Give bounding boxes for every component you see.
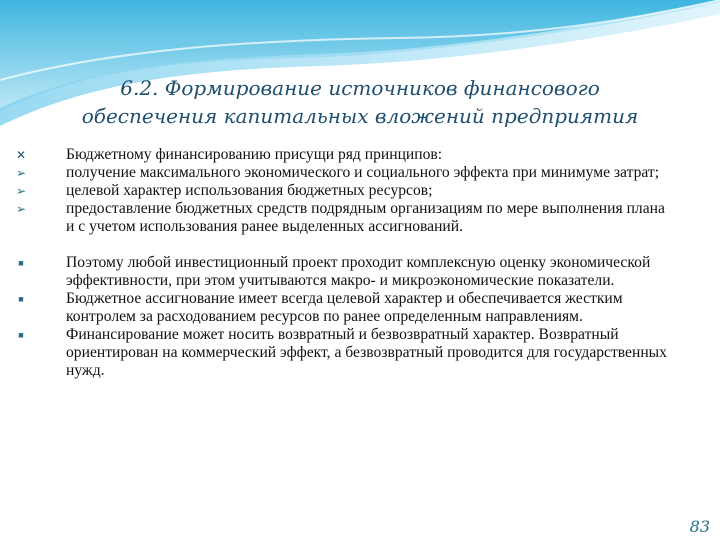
- title-line-2: обеспечения капитальных вложений предприятия: [81, 104, 639, 128]
- list-item: [0, 146, 720, 164]
- list-item-text: Поэтому любой инвестиционный проект проходит комплексную оценку экономической эффективности, при этом учитываются макро- и микроэкономические показатели.: [66, 254, 651, 289]
- title-line-1: 6.2. Формирование источников финансового: [120, 76, 600, 100]
- arrow-bullet-icon: ➢: [15, 166, 27, 180]
- list-item-text: Финансирование может носить возвратный и безвозвратный характер. Возвратный ориентирован на коммерческий эффект, а безвозвратный проводится для государственных нужд.: [66, 326, 667, 379]
- arrow-bullet-icon: ➢: [15, 202, 27, 216]
- arrow-bullet-icon: ➢: [15, 184, 27, 198]
- list-item-text: Бюджетному финансированию присущи ряд принципов:: [66, 146, 443, 163]
- square-bullet-icon: ■: [18, 258, 24, 268]
- list-item-text: Бюджетное ассигнование имеет всегда целевой характер и обеспечивается жестким контролем за расходованием ресурсов по ранее определенным направлениям.: [66, 290, 623, 325]
- list-item: [0, 164, 720, 182]
- page-number: 83: [689, 517, 710, 536]
- list-item: [0, 254, 720, 290]
- list-item-text: получение максимального экономического и социального эффекта при минимуме затрат;: [66, 164, 660, 181]
- square-bullet-icon: ■: [18, 294, 24, 304]
- x-mark-icon: ✕: [15, 148, 27, 162]
- list-item: [0, 182, 720, 200]
- slide-title: [20, 74, 700, 130]
- list-item: [0, 200, 720, 236]
- list-item: [0, 290, 720, 326]
- square-bullet-icon: ■: [18, 330, 24, 340]
- list-item-text: целевой характер использования бюджетных ресурсов;: [66, 182, 433, 199]
- section-gap: [0, 236, 720, 254]
- list-item: [0, 326, 720, 380]
- list-item-text: предоставление бюджетных средств подрядным организациям по мере выполнения плана и с учетом использования ранее выделенных ассигнований.: [66, 200, 665, 235]
- bullet-list: [0, 146, 720, 380]
